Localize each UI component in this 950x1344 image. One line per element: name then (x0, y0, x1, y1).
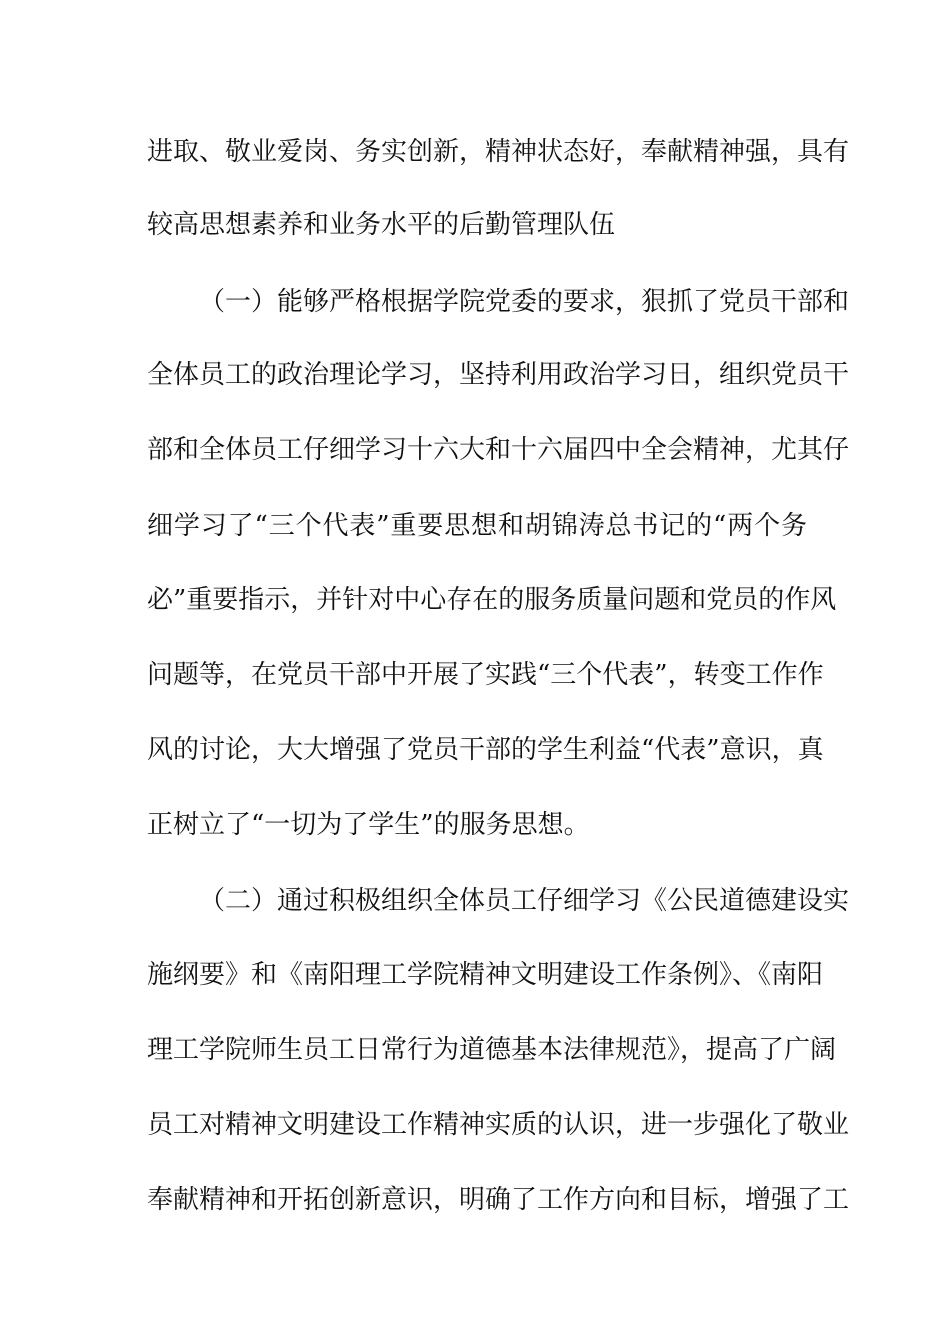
text-line: 较高思想素养和业务水平的后勤管理队伍 (147, 210, 616, 240)
paragraph-1-first-line: （一）能够严格根据学院党委的要求，狠抓了党员干部和 (199, 287, 850, 317)
paragraph-2-first-line: （二）通过积极组织全体员工仔细学习《公民道德建设实 (199, 886, 850, 916)
text-line: 正树立了“一切为了学生”的服务思想。 (147, 810, 590, 840)
text-line: 奉献精神和开拓创新意识，明确了工作方向和目标，增强了工 (147, 1185, 850, 1215)
text-line: 必”重要指示，并针对中心存在的服务质量问题和党员的作风 (147, 585, 837, 615)
text-line: 全体员工的政治理论学习，坚持利用政治学习日，组织党员干 (147, 360, 850, 390)
text-line: 部和全体员工仔细学习十六大和十六届四中全会精神，尤其仔 (147, 435, 850, 465)
text-line: 问题等，在党员干部中开展了实践“三个代表”，转变工作作 (147, 660, 824, 690)
text-line: 理工学院师生员工日常行为道德基本法律规范》，提高了广阔 (147, 1035, 837, 1065)
text-line: 细学习了“三个代表”重要思想和胡锦涛总书记的“两个务 (147, 511, 807, 541)
text-line: 风的讨论，大大增强了党员干部的学生利益“代表”意识，真 (147, 735, 824, 765)
text-line: 进取、敬业爱岗、务实创新，精神状态好，奉献精神强，具有 (147, 137, 850, 167)
text-line: 员工对精神文明建设工作精神实质的认识，进一步强化了敬业 (147, 1110, 850, 1140)
text-line: 施纲要》和《南阳理工学院精神文明建设工作条例》、《南阳 (147, 960, 824, 990)
